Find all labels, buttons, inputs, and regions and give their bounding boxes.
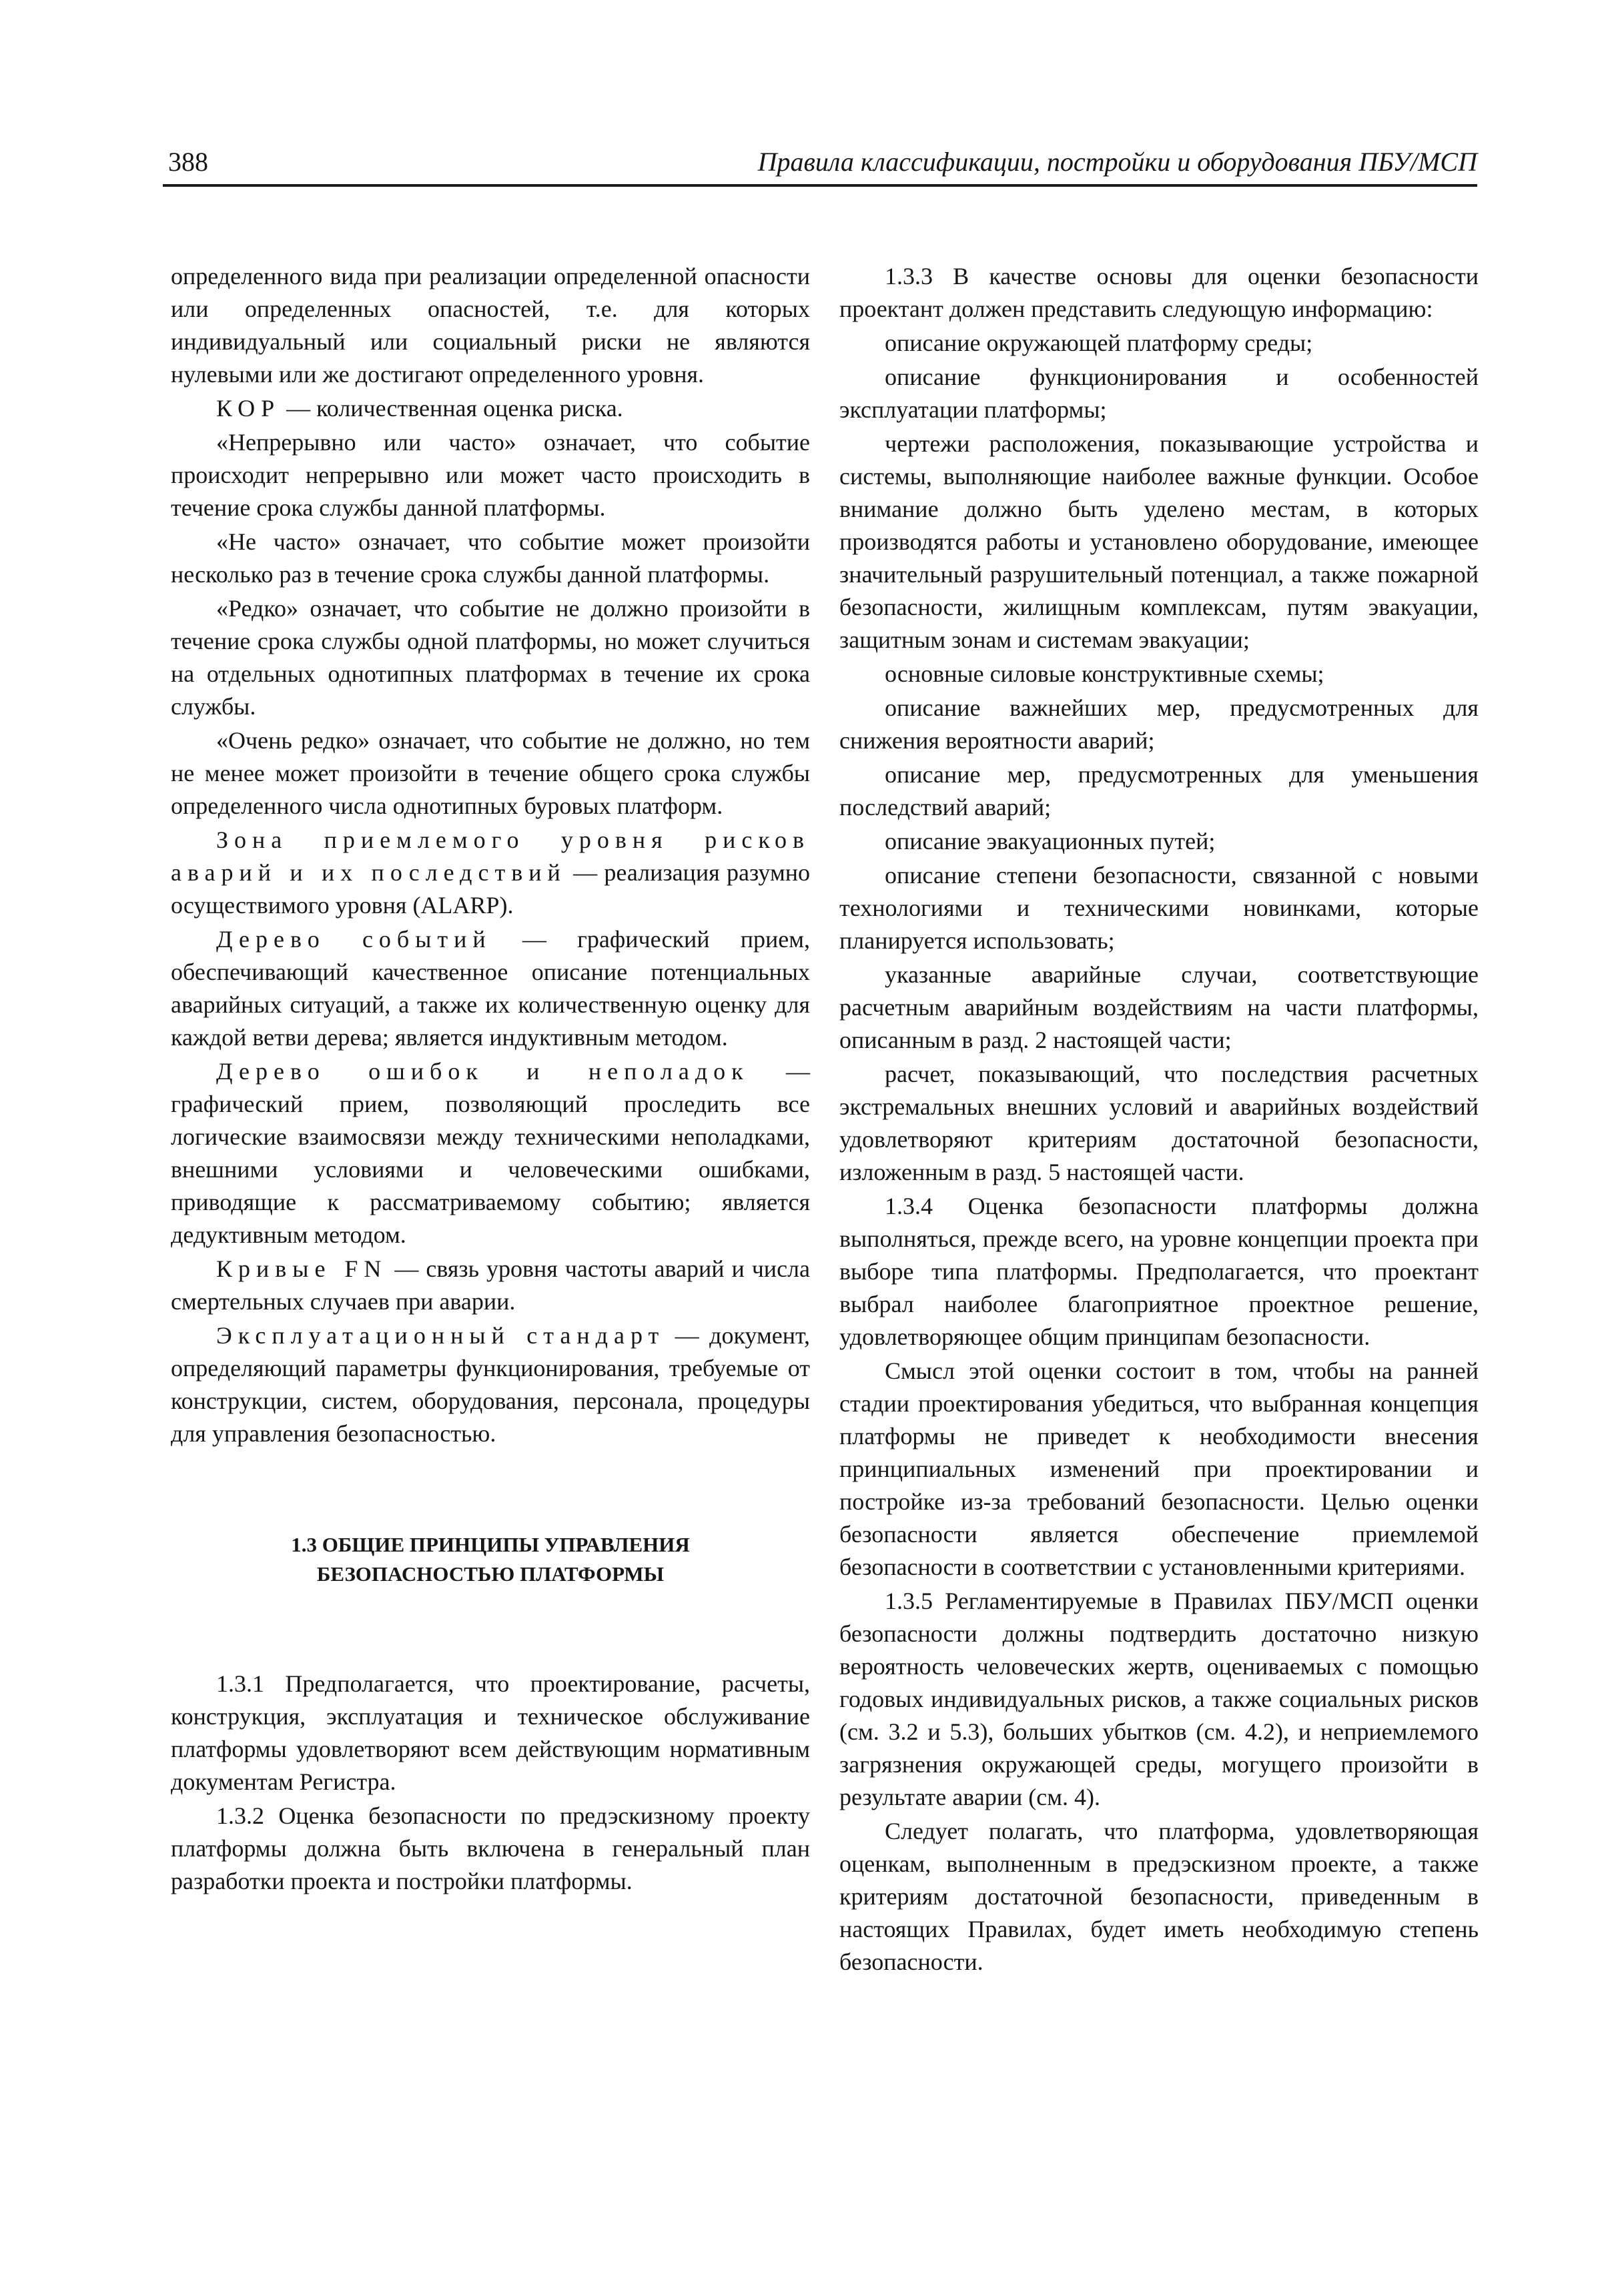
list-item: описание эвакуационных путей;: [885, 828, 1216, 854]
list-item: описание степени безопасности, связанной с новыми технологиями и техническими новинками, которые планируется использовать;: [839, 862, 1479, 954]
paragraph: Смысл этой оценки состоит в том, чтобы на ранней стадии проектирования убедиться, что выбранная концепция платформы не приведет к необходимости внесения принципиальных изменений при проектировании и постройке из-за требований безопасности. Целью оценки безопасности является обеспечение приемлемой безопасности в соответствии с установленными критериями.: [839, 1357, 1479, 1580]
term: Кривые FN: [216, 1255, 388, 1282]
numbered-paragraph: [171, 1668, 810, 1798]
numbered-paragraph: [839, 1585, 1479, 1814]
section-heading-line: 1.3 ОБЩИЕ ПРИНЦИПЫ УПРАВЛЕНИЯ: [291, 1533, 690, 1556]
paragraph: «Очень редко» означает, что событие не должно, но тем не менее может произойти в течение общего срока службы определенного числа однотипных буровых платформ.: [171, 727, 810, 819]
running-title: Правила классификации, постройки и оборудования ПБУ/МСП: [757, 147, 1477, 177]
list-item: указанные аварийные случаи, соответствующие расчетным аварийным воздействиям на части платформы, описанным в разд. 2 настоящей части;: [839, 961, 1479, 1053]
clause-number: 1.3.2: [216, 1802, 264, 1829]
definition-paragraph: [171, 824, 810, 922]
list-item: описание функционирования и особенностей эксплуатации платформы;: [839, 364, 1479, 423]
paragraph: «Редко» означает, что событие не должно произойти в течение срока службы одной платформы, но может случиться на отдельных однотипных платформах в течение их срока службы.: [171, 595, 810, 720]
definition-paragraph: [171, 392, 810, 425]
paragraph: «Не часто» означает, что событие может произойти несколько раз в течение срока службы данной платформы.: [171, 528, 810, 588]
list-item: чертежи расположения, показывающие устройства и системы, выполняющие наиболее важные функции. Особое внимание должно быть уделено местам, в которых производятся работы и установлено оборудование, имеющее значительный разрушительный потенциал, а также пожарной безопасности, жилищным комплексам, путям эвакуации, защитным зонам и системам эвакуации;: [839, 430, 1479, 653]
numbered-paragraph: [839, 1190, 1479, 1353]
list-item: описание важнейших мер, предусмотренных для снижения вероятности аварий;: [839, 694, 1479, 754]
paragraph: Следует полагать, что платформа, удовлетворяющая оценкам, выполненным в предэскизном проекте, а также критериям достаточной безопасности, приведенным в настоящих Правилах, будет иметь необходимую степень безопасности.: [839, 1818, 1479, 1975]
clause-text: Предполагается, что проектирование, расчеты, конструкция, эксплуатация и техническое обслуживание платформы удовлетворяют всем действующим нормативным документам Регистра.: [171, 1670, 810, 1795]
definition-text: — документ, определяющий параметры функционирования, требуемые от конструкции, систем, оборудования, персонала, процедуры для управления безопасностью.: [171, 1322, 810, 1447]
list-item: описание мер, предусмотренных для уменьшения последствий аварий;: [839, 761, 1479, 820]
clause-number: 1.3.3: [885, 263, 933, 290]
clause-number: 1.3.5: [885, 1588, 933, 1614]
list-item: основные силовые конструктивные схемы;: [885, 660, 1324, 687]
term: Дерево ошибок и неполадок: [216, 1058, 749, 1085]
clause-text: Оценка безопасности по предэскизному проекту платформы должна быть включена в генеральный план разработки проекта и постройки платформы.: [171, 1802, 810, 1894]
definition-text: — графический прием, позволяющий проследить все логические взаимосвязи между техническими неполадками, внешними условиями и человеческими ошибками, приводящие к рассматриваемому событию; является дедуктивным методом.: [171, 1058, 810, 1248]
definition-paragraph: [171, 1253, 810, 1318]
term: Дерево событий: [216, 926, 492, 953]
definition-text: — связь уровня частоты аварий и числа смертельных случаев при аварии.: [171, 1255, 810, 1315]
clause-number: 1.3.1: [216, 1670, 264, 1697]
clause-text: В качестве основы для оценки безопасности проектант должен представить следующую информацию:: [839, 263, 1479, 322]
section-heading: [171, 1530, 810, 1589]
numbered-paragraph: [839, 260, 1479, 326]
paragraph: «Непрерывно или часто» означает, что событие происходит непрерывно или может часто происходить в течение срока службы данной платформы.: [171, 429, 810, 521]
section-heading-line: БЕЗОПАСНОСТЬЮ ПЛАТФОРМЫ: [316, 1562, 665, 1586]
definition-text: — количественная оценка риска.: [280, 395, 623, 422]
paragraph: определенного вида при реализации определенной опасности или определенных опасностей, т.е. для которых индивидуальный или социальный риски не являются нулевыми или же достигают определенного уровня.: [171, 263, 810, 388]
definition-paragraph: [171, 1319, 810, 1450]
clause-text: Регламентируемые в Правилах ПБУ/МСП оценки безопасности должны подтвердить достаточно низкую вероятность человеческих жертв, оцениваемых с помощью годовых индивидуальных рисков, а также социальных рисков (см. 3.2 и 5.3), больших убытков (см. 4.2), и неприемлемого загрязнения окружающей среды, могущего произойти в результате аварии (см. 4).: [839, 1588, 1479, 1810]
numbered-paragraph: [171, 1800, 810, 1898]
page-header: [163, 145, 1477, 187]
list-item: описание окружающей платформу среды;: [885, 330, 1313, 356]
left-column: [171, 260, 810, 1899]
term: Эксплуатационный стандарт: [216, 1322, 665, 1349]
term: КОР: [216, 395, 281, 422]
definition-paragraph: [171, 923, 810, 1054]
definition-paragraph: [171, 1055, 810, 1251]
definition-text: — графический прием, обеспечивающий качественное описание потенциальных аварийных ситуаций, а также их количественную оценку для каждой ветви дерева; является индуктивным методом.: [171, 926, 810, 1051]
clause-number: 1.3.4: [885, 1193, 933, 1219]
right-column: [839, 260, 1479, 1980]
list-item: расчет, показывающий, что последствия расчетных экстремальных внешних условий и аварийных воздействий удовлетворяют критериям достаточной безопасности, изложенным в разд. 5 настоящей части.: [839, 1061, 1479, 1185]
clause-text: Оценка безопасности платформы должна выполняться, прежде всего, на уровне концепции проекта при выборе типа платформы. Предполагается, что проектант выбрал наиболее благоприятное проектное решение, удовлетворяющее общим принципам безопасности.: [839, 1193, 1479, 1350]
term: Зона приемлемого уровня рисков аварий и их последствий: [171, 826, 810, 886]
definition-text: — реализация разумно осуществимого уровня (ALARP).: [171, 859, 810, 919]
page-number: 388: [168, 147, 208, 177]
